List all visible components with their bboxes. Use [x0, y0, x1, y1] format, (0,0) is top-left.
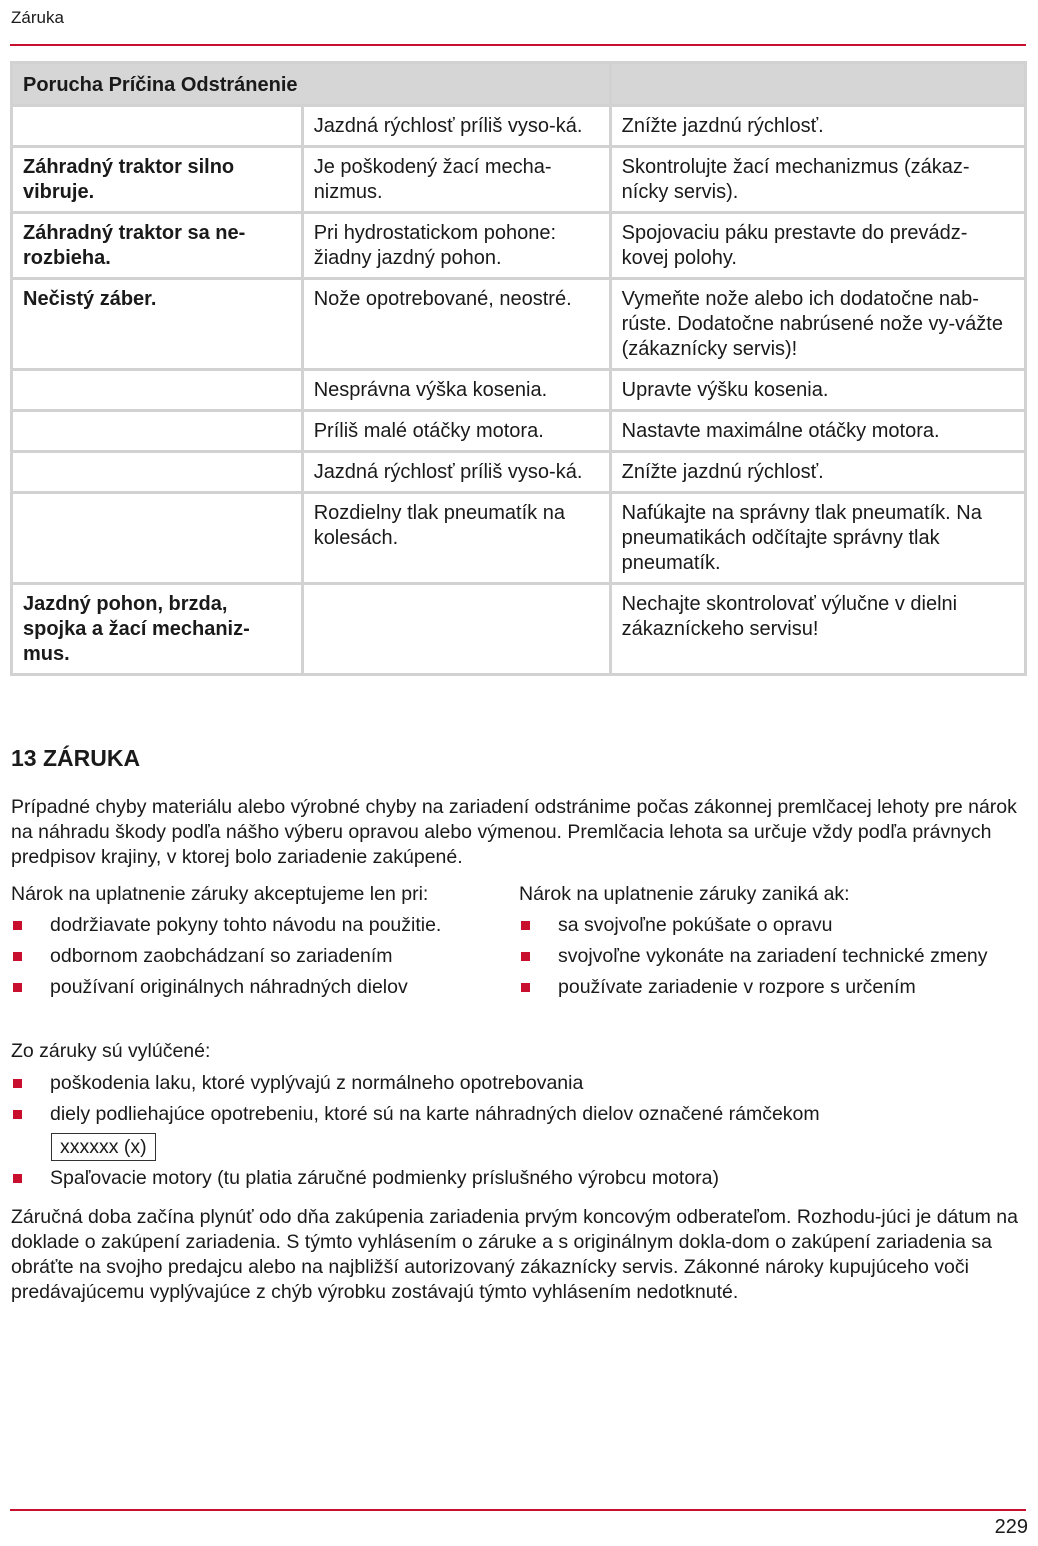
- remedy-cell: Spojovaciu páku prestavte do prevádz-kovej polohy.: [610, 213, 1025, 279]
- excluded-list-continued: [11, 1165, 1021, 1196]
- list-item: používate zariadenie v rozpore s určením: [519, 974, 989, 1000]
- fault-cell: [12, 493, 303, 584]
- remedy-cell: Znížte jazdnú rýchlosť.: [610, 106, 1025, 147]
- section-title: 13 ZÁRUKA: [11, 745, 141, 771]
- fault-cell: [12, 370, 303, 411]
- cause-cell: Nože opotrebované, neostré.: [302, 279, 610, 370]
- void-title: Nárok na uplatnenie záruky zaniká ak:: [519, 883, 850, 905]
- fault-cell: [12, 411, 303, 452]
- fault-cell: [12, 106, 303, 147]
- table-row: [12, 106, 1026, 147]
- fault-cell: Jazdný pohon, brzda, spojka a žací mechaniz-mus.: [12, 584, 303, 675]
- cause-cell: Jazdná rýchlosť príliš vyso-ká.: [302, 106, 610, 147]
- bullet-icon: [13, 921, 22, 930]
- cause-cell: Je poškodený žací mecha-nizmus.: [302, 147, 610, 213]
- fault-cell: [12, 452, 303, 493]
- remedy-cell: Nafúkajte na správny tlak pneumatík. Na pneumatikách odčítajte správny tlak pneumatík.: [610, 493, 1025, 584]
- cause-cell: Pri hydrostatickom pohone: žiadny jazdný pohon.: [302, 213, 610, 279]
- list-item: svojvoľne vykonáte na zariadení technické zmeny: [519, 943, 989, 969]
- void-list: [519, 912, 989, 1005]
- warranty-closing: Záručná doba začína plynúť odo dňa zakúpenia zariadenia prvým koncovým odberateľom. Rozhodu-júci je dátum na doklade o zakúpení zariadenia. S týmto vyhlásením o záruke a s originálnym dokla-dom o zakúpení zariadenia sa obráťte na svojho predajcu alebo na najbližší autorizovaný zákaznícky servis. Zákonné nároky kupujúceho voči predávajúcemu vyplývajúce z chýb výrobku zostávajú týmto vyhlásením nedotknuté.: [11, 1206, 1019, 1303]
- accepted-list: [11, 912, 511, 1005]
- table-row: [12, 411, 1026, 452]
- bullet-icon: [521, 952, 530, 961]
- warranty-intro: Prípadné chyby materiálu alebo výrobné chyby na zariadení odstránime počas zákonnej premlčacej lehoty pre nárok na náhradu škody podľa nášho výberu opravou alebo výmenou. Premlčacia lehota sa určuje vždy podľa právnych predpisov krajiny, v ktorej bolo zariadenie zakúpené.: [11, 796, 1017, 868]
- table-row: [12, 452, 1026, 493]
- list-item: diely podliehajúce opotrebeniu, ktoré sú na karte náhradných dielov označené rámčekom: [11, 1101, 1021, 1127]
- header-rule: [10, 44, 1026, 46]
- remedy-cell: Vymeňte nože alebo ich dodatočne nab-rúste. Dodatočne nabrúsené nože vy-vážte (zákaznícky servis)!: [610, 279, 1025, 370]
- table-row: [12, 147, 1026, 213]
- page-number: 229: [994, 1516, 1028, 1538]
- list-item: používaní originálnych náhradných dielov: [11, 974, 511, 1000]
- bullet-icon: [13, 1079, 22, 1088]
- bullet-icon: [13, 1110, 22, 1119]
- list-item: dodržiavate pokyny tohto návodu na použitie.: [11, 912, 511, 938]
- bullet-icon: [521, 983, 530, 992]
- list-item: sa svojvoľne pokúšate o opravu: [519, 912, 989, 938]
- wear-part-marker: xxxxxx (x): [51, 1133, 156, 1161]
- remedy-cell: Nastavte maximálne otáčky motora.: [610, 411, 1025, 452]
- table-row: [12, 279, 1026, 370]
- excluded-title: Zo záruky sú vylúčené:: [11, 1040, 211, 1062]
- footer-rule: [10, 1509, 1026, 1511]
- bullet-icon: [13, 1174, 22, 1183]
- bullet-icon: [521, 921, 530, 930]
- bullet-icon: [13, 983, 22, 992]
- excluded-list: [11, 1070, 1021, 1132]
- table-header-cell-empty: [610, 63, 1025, 106]
- bullet-icon: [13, 952, 22, 961]
- troubleshooting-table: [10, 61, 1027, 676]
- table-header-cell: Porucha Príčina Odstránenie: [12, 63, 611, 106]
- table-row: [12, 370, 1026, 411]
- table-row: [12, 493, 1026, 584]
- fault-cell: Záhradný traktor silno vibruje.: [12, 147, 303, 213]
- running-header: Záruka: [11, 8, 64, 27]
- remedy-cell: Skontrolujte žací mechanizmus (zákaz-nícky servis).: [610, 147, 1025, 213]
- table-row: [12, 213, 1026, 279]
- accepted-title: Nárok na uplatnenie záruky akceptujeme len pri:: [11, 883, 429, 905]
- table-header-row: [12, 63, 1026, 106]
- list-item: odbornom zaobchádzaní so zariadením: [11, 943, 511, 969]
- cause-cell: Jazdná rýchlosť príliš vyso-ká.: [302, 452, 610, 493]
- cause-cell: Nesprávna výška kosenia.: [302, 370, 610, 411]
- cause-cell: Rozdielny tlak pneumatík na kolesách.: [302, 493, 610, 584]
- fault-cell: Záhradný traktor sa ne-rozbieha.: [12, 213, 303, 279]
- table-row: [12, 584, 1026, 675]
- list-item: poškodenia laku, ktoré vyplývajú z normálneho opotrebovania: [11, 1070, 1021, 1096]
- cause-cell: Príliš malé otáčky motora.: [302, 411, 610, 452]
- remedy-cell: Znížte jazdnú rýchlosť.: [610, 452, 1025, 493]
- cause-cell: [302, 584, 610, 675]
- list-item: Spaľovacie motory (tu platia záručné podmienky príslušného výrobcu motora): [11, 1165, 1021, 1191]
- remedy-cell: Nechajte skontrolovať výlučne v dielni zákazníckeho servisu!: [610, 584, 1025, 675]
- fault-cell: Nečistý záber.: [12, 279, 303, 370]
- remedy-cell: Upravte výšku kosenia.: [610, 370, 1025, 411]
